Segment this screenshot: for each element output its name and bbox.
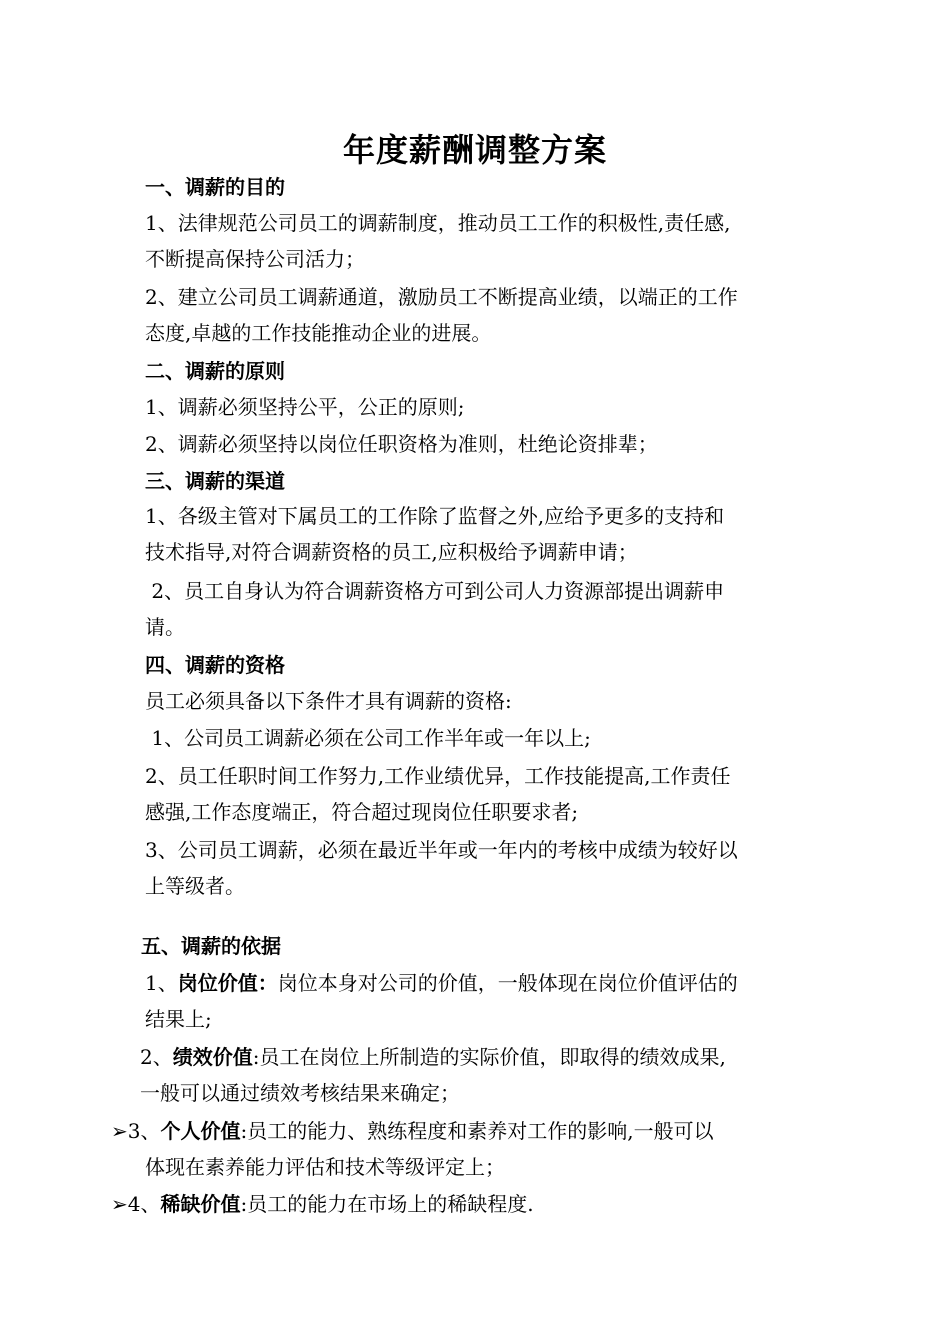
paragraph <box>145 720 810 756</box>
item-term: 岗位价值： <box>177 971 278 995</box>
text-line: 1、各级主管对下属员工的工作除了监督之外,应给予更多的支持和 <box>145 504 725 528</box>
text-line <box>145 965 810 1001</box>
item-number: 2、 <box>140 1045 173 1069</box>
text-line: 2、员工任职时间工作努力,工作业绩优异，工作技能提高,工作责任 <box>145 764 731 788</box>
section-heading-basis: 五、调薪的依据 <box>141 934 281 958</box>
item-number: 1、 <box>145 971 178 995</box>
list-item <box>111 1113 801 1185</box>
paragraph <box>145 498 810 570</box>
item-term: 稀缺价值 <box>160 1192 241 1216</box>
item-number: 3、 <box>127 1119 161 1143</box>
text-line: 2、建立公司员工调薪通道，激励员工不断提高业绩，以端正的工作 <box>145 285 738 309</box>
paragraph <box>145 389 810 425</box>
text-line: 技术指导,对符合调薪资格的员工,应积极给予调薪申请； <box>145 540 638 564</box>
paragraph <box>145 426 810 462</box>
text-line: 感强,工作态度端正，符合超过现岗位任职要求者; <box>145 800 579 824</box>
paragraph <box>145 205 810 277</box>
section-heading-eligibility: 四、调薪的资格 <box>145 653 285 677</box>
list-item <box>111 1186 801 1222</box>
text-line: 1、法律规范公司员工的调薪制度，推动员工工作的积极性,责任感, <box>145 211 731 235</box>
text-line <box>140 1039 805 1075</box>
text-line: 不断提高保持公司活力； <box>145 247 365 271</box>
section-heading-principles: 二、调薪的原则 <box>145 359 285 383</box>
text-line: 2、调薪必须坚持以岗位任职资格为准则，杜绝论资排辈； <box>145 432 658 456</box>
text-line: 3、公司员工调薪，必须在最近半年或一年内的考核中成绩为较好以 <box>145 838 738 862</box>
text-line: 员工必须具备以下条件才具有调薪的资格: <box>145 689 512 713</box>
text-line: 体现在素养能力评估和技术等级评定上； <box>145 1155 505 1179</box>
text-line <box>111 1186 801 1222</box>
item-term: 个人价值 <box>160 1119 241 1143</box>
text-line: 2、员工自身认为符合调薪资格方可到公司人力资源部提出调薪申 <box>145 579 725 603</box>
text-line: 结果上; <box>145 1007 212 1031</box>
item-term: 绩效价值 <box>172 1045 253 1069</box>
paragraph <box>145 758 810 830</box>
text-line: 请。 <box>145 615 185 639</box>
text-line: 1、公司员工调薪必须在公司工作半年或一年以上; <box>145 726 591 750</box>
paragraph <box>145 279 810 351</box>
text-line <box>111 1113 801 1149</box>
text-line: 上等级者。 <box>145 874 245 898</box>
arrow-bullet-icon: ➢ <box>111 1192 128 1216</box>
document-title: 年度薪酬调整方案 <box>342 131 607 169</box>
paragraph <box>145 573 810 645</box>
item-text: 岗位本身对公司的价值，一般体现在岗位价值评估的 <box>277 971 738 995</box>
section-heading-channels: 三、调薪的渠道 <box>145 469 285 493</box>
list-item <box>140 1039 805 1111</box>
list-item <box>145 965 810 1037</box>
item-text: :员工的能力在市场上的稀缺程度. <box>240 1192 534 1216</box>
item-text: :员工的能力、熟练程度和素养对工作的影响,一般可以 <box>240 1119 714 1143</box>
text-line: 态度,卓越的工作技能推动企业的进展。 <box>145 321 492 345</box>
item-number: 4、 <box>127 1192 161 1216</box>
item-text: :员工在岗位上所制造的实际价值，即取得的绩效成果, <box>252 1045 726 1069</box>
paragraph <box>145 832 810 904</box>
text-line: 一般可以通过绩效考核结果来确定； <box>140 1081 460 1105</box>
paragraph <box>145 683 810 719</box>
section-heading-purpose: 一、调薪的目的 <box>145 175 285 199</box>
text-line: 1、调薪必须坚持公平，公正的原则; <box>145 395 465 419</box>
arrow-bullet-icon: ➢ <box>111 1119 128 1143</box>
